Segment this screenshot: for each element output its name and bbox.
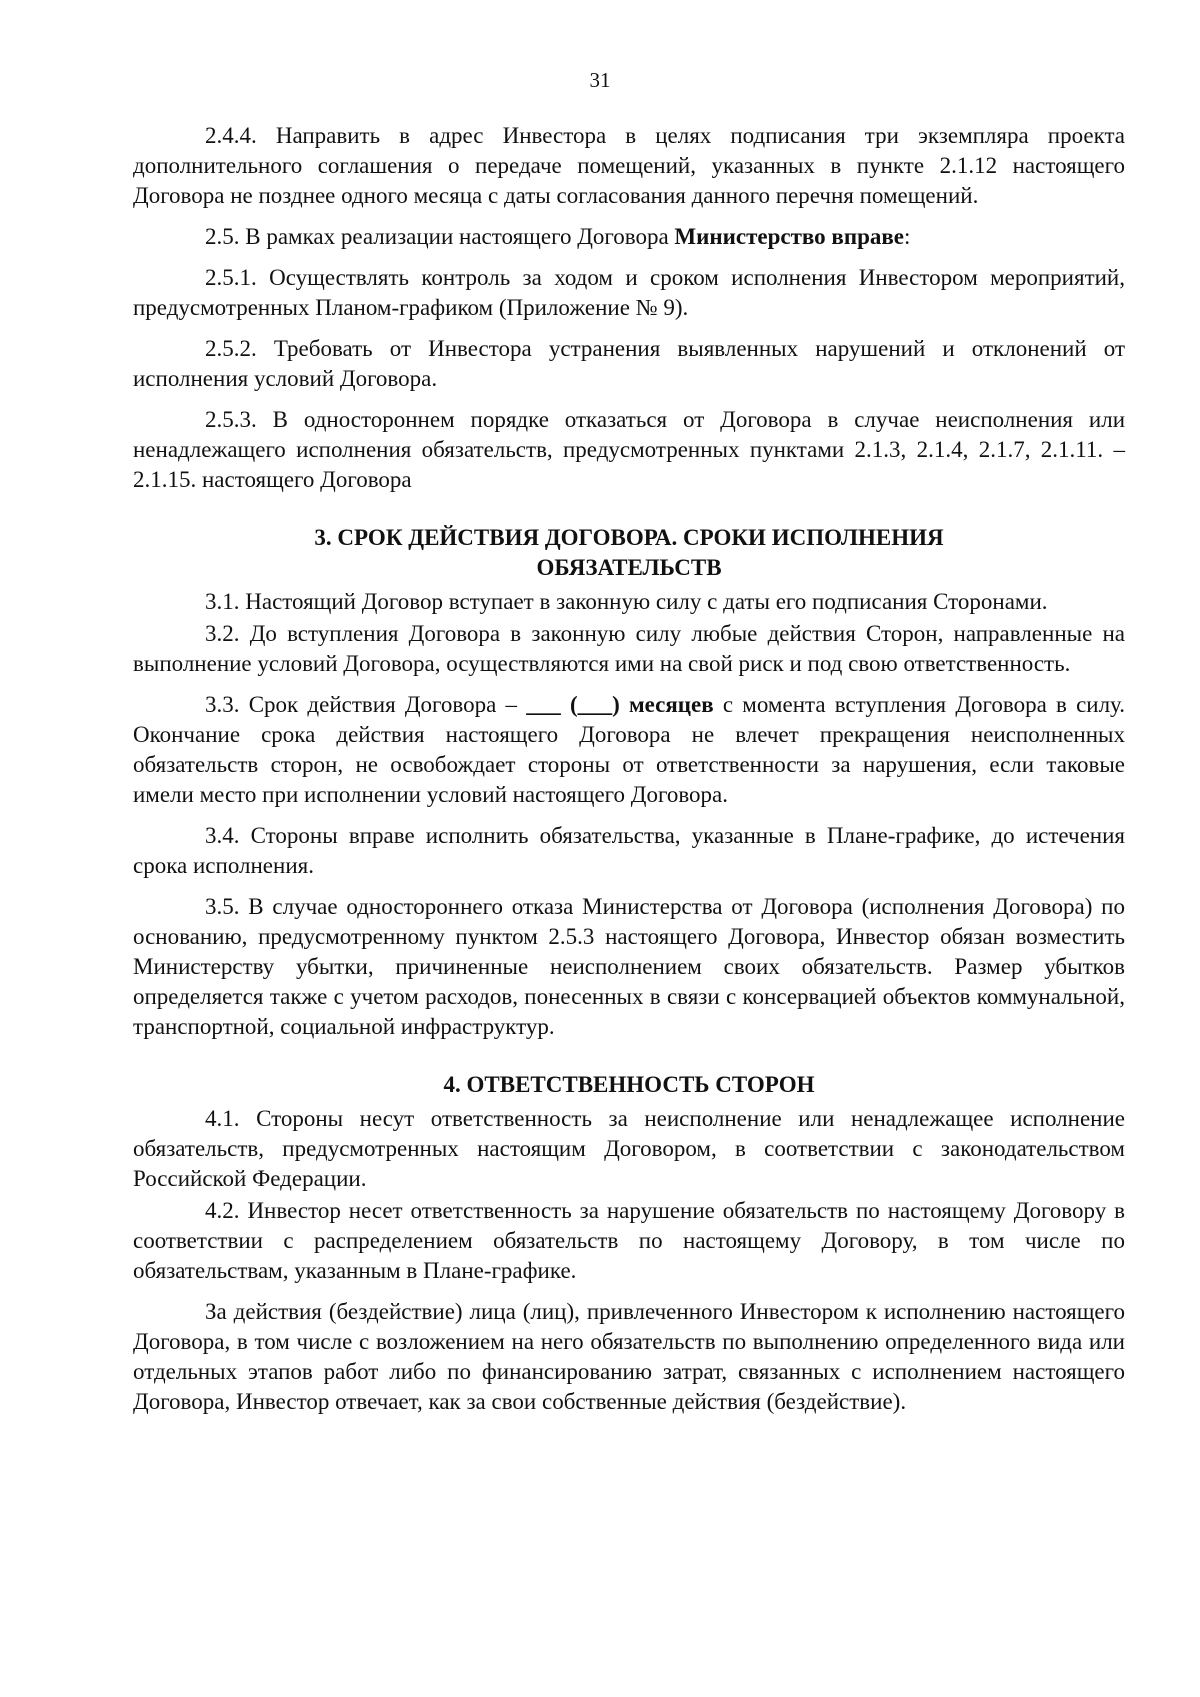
paragraph-2-5-colon: : xyxy=(904,224,911,249)
section-3-heading-line-2: ОБЯЗАТЕЛЬСТВ xyxy=(536,555,722,580)
paragraph-2-5-3: 2.5.3. В одностороннем порядке отказаться от Договора в случае неисполнения или ненадлежащего исполнения обязательств, предусмотренных пунктами 2.1.3, 2.1.4, 2.1.7, 2.1.11. – 2.1.15. настоящего Договора xyxy=(133,407,1125,492)
section-3-heading xyxy=(133,523,1125,583)
document-body xyxy=(133,121,1125,1428)
section-3-heading-line-1: 3. СРОК ДЕЙСТВИЯ ДОГОВОРА. СРОКИ ИСПОЛНЕНИЯ xyxy=(314,525,944,550)
paragraph-2-5 xyxy=(133,222,1125,252)
page-number: 31 xyxy=(589,68,611,92)
paragraph-2-5-2: 2.5.2. Требовать от Инвестора устранения выявленных нарушений и отклонений от исполнения условий Договора. xyxy=(133,336,1125,391)
paragraph-3-3-rest: с момента вступления Договора в силу. Окончание срока действия настоящего Договора не влечет прекращения неисполненных обязательств сторон, не освобождает стороны от ответственности за нарушения, если таковые имели место при исполнении условий настоящего Договора. xyxy=(133,692,1126,807)
section-4-heading xyxy=(133,1070,1125,1100)
paragraph-2-4-4: 2.4.4. Направить в адрес Инвестора в целях подписания три экземпляра проекта дополнительного соглашения о передаче помещений, указанных в пункте 2.1.12 настоящего Договора не позднее одного месяца с даты согласования данного перечня помещений. xyxy=(133,123,1125,208)
paragraph-3-1: 3.1. Настоящий Договор вступает в законную силу с даты его подписания Сторонами. xyxy=(205,589,1048,614)
paragraph-3-5: 3.5. В случае одностороннего отказа Министерства от Договора (исполнения Договора) по основанию, предусмотренному пунктом 2.5.3 настоящего Договора, Инвестор обязан возместить Министерству убытки, причиненные неисполнением своих обязательств. Размер убытков определяется также с учетом расходов, понесенных в связи с консервацией объектов коммунальной, транспортной, социальной инфраструктур. xyxy=(133,894,1125,1039)
paragraph-3-4: 3.4. Стороны вправе исполнить обязательства, указанные в Плане-графике, до истечения срока исполнения. xyxy=(133,823,1125,878)
paragraph-3-3 xyxy=(133,690,1125,810)
paragraph-2-5-text: 2.5. В рамках реализации настоящего Договора xyxy=(205,224,675,249)
paragraph-2-5-1: 2.5.1. Осуществлять контроль за ходом и сроком исполнения Инвестором мероприятий, предусмотренных Планом-графиком (Приложение № 9). xyxy=(133,265,1125,320)
paragraph-4-2: 4.2. Инвестор несет ответственность за нарушение обязательств по настоящему Договору в соответствии с распределением обязательств по настоящему Договору, в том числе по обязательствам, указанным в Плане-графике. xyxy=(133,1198,1125,1283)
paragraph-3-2: 3.2. До вступления Договора в законную силу любые действия Сторон, направленные на выполнение условий Договора, осуществляются ими на свой риск и под свою ответственность. xyxy=(133,621,1125,676)
section-4-heading-line: 4. ОТВЕТСТВЕННОСТЬ СТОРОН xyxy=(443,1072,815,1097)
paragraph-2-5-bold: Министерство вправе xyxy=(674,224,904,249)
paragraph-3-3-start: 3.3. Срок действия Договора – xyxy=(205,692,527,717)
paragraph-4-1: 4.1. Стороны несут ответственность за неисполнение или ненадлежащее исполнение обязательств, предусмотренных настоящим Договором, в соответствии с законодательством Российской Федерации. xyxy=(133,1106,1125,1191)
paragraph-3-3-term: ___ (___) месяцев xyxy=(526,692,714,717)
paragraph-4-3: За действия (бездействие) лица (лиц), привлеченного Инвестором к исполнению настоящего Договора, в том числе с возложением на него обязательств по выполнению определенного вида или отдельных этапов работ либо по финансированию затрат, связанных с исполнением настоящего Договора, Инвестор отвечает, как за свои собственные действия (бездействие). xyxy=(133,1299,1125,1414)
